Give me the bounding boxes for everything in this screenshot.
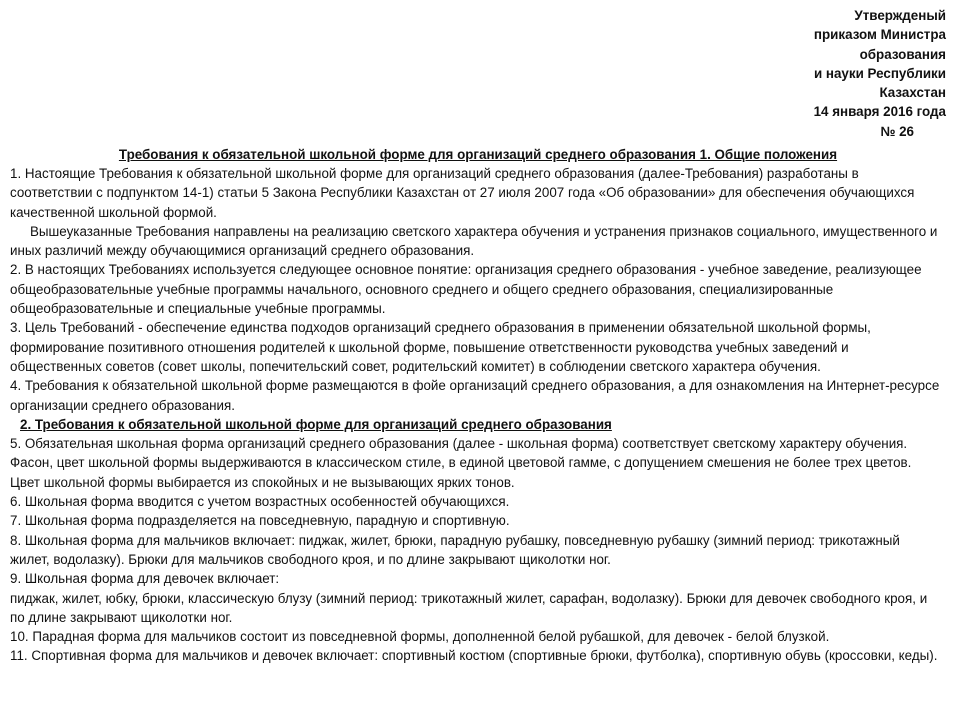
approval-line: приказом Министра [813,27,946,43]
approval-line: Казахстан [879,85,946,101]
paragraph-9: 9. Школьная форма для девочек включает: [10,571,280,587]
paragraph-4: 4. Требования к обязательной школьной форме размещаются в фойе организаций среднего образования, а для ознакомления на Интернет-ресурсе организации среднего образования. [10,378,940,413]
paragraph-9-continued: пиджак, жилет, юбку, брюки, классическую блузу (зимний период: трикотажный жилет, сарафан, водолазку). Брюки для девочек свободного кроя, и по длине закрывают щиколотки ног. [10,590,928,625]
approval-line: Утвержденый [854,8,946,23]
paragraph-2: 2. В настоящих Требованиях используется следующее основное понятие: организация среднего образования - учебное заведение, реализующее общеобразовательные учебные программы начального, основного среднего и общего среднего образования, специализированные общеобразовательные и специальные учебные программы. [10,262,922,317]
document-body [10,164,940,666]
approval-line: и науки Республики [813,65,946,81]
approval-stamp [814,6,946,141]
paragraph-7: 7. Школьная форма подразделяется на повседневную, парадную и спортивную. [10,513,510,529]
paragraph-11: 11. Спортивная форма для мальчиков и девочек включает: спортивный костюм (спортивные брюки, футболка), спортивную обувь (кроссовки, кеды). [10,648,938,664]
paragraph-8: 8. Школьная форма для мальчиков включает: пиджак, жилет, брюки, парадную рубашку, повседневную рубашку (зимний период: трикотажный жилет, водолазку). Брюки для мальчиков свободного кроя, и по длине закрывают щиколотки ног. [10,532,900,567]
paragraph-10: 10. Парадная форма для мальчиков состоит из повседневной формы, дополненной белой рубашкой, для девочек - белой блузкой. [10,629,830,645]
section-2-title: 2. Требования к обязательной школьной форме для организаций среднего образования [20,416,612,432]
paragraph-1-continued: Вышеуказанные Требования направлены на реализацию светского характера обучения и устранения признаков социального, имущественного и иных различий между обучающимися организаций среднего образования. [10,223,938,259]
paragraph-6: 6. Школьная форма вводится с учетом возрастных особенностей обучающихся. [10,494,510,510]
paragraph-5: 5. Обязательная школьная форма организаций среднего образования (далее - школьная форма) соответствует светскому характеру обучения. Фасон, цвет школьной формы выдерживаются в классическом стиле, в единой цветовой гамме, с допущением смешения не более трех цветов. Цвет школьной формы выбирается из спокойных и не вызывающих ярких тонов. [10,436,912,490]
approval-line: образования [859,46,946,62]
paragraph-3: 3. Цель Требований - обеспечение единства подходов организаций среднего образования в применении обязательной школьной формы, формирование позитивного отношения родителей к школьной форме, повышение ответственности руководства учебных заведений и общественных советов (совет школы, попечительский совет, родительский комитет) в соблюдении светского характера обучения. [10,320,871,374]
document-title: Требования к обязательной школьной форме для организаций среднего образования 1. Общие положения [118,147,838,162]
paragraph-1: 1. Настоящие Требования к обязательной школьной форме для организаций среднего образования (далее-Требования) разработаны в соответствии с подпунктом 14-1) статьи 5 Закона Республики Казахстан от 27 июля 2007 года «Об образовании» для обеспечения обучающихся качественной школьной формой. [10,166,915,220]
approval-order-number: № 26 [880,123,914,139]
approval-line: 14 января 2016 года [813,104,946,120]
